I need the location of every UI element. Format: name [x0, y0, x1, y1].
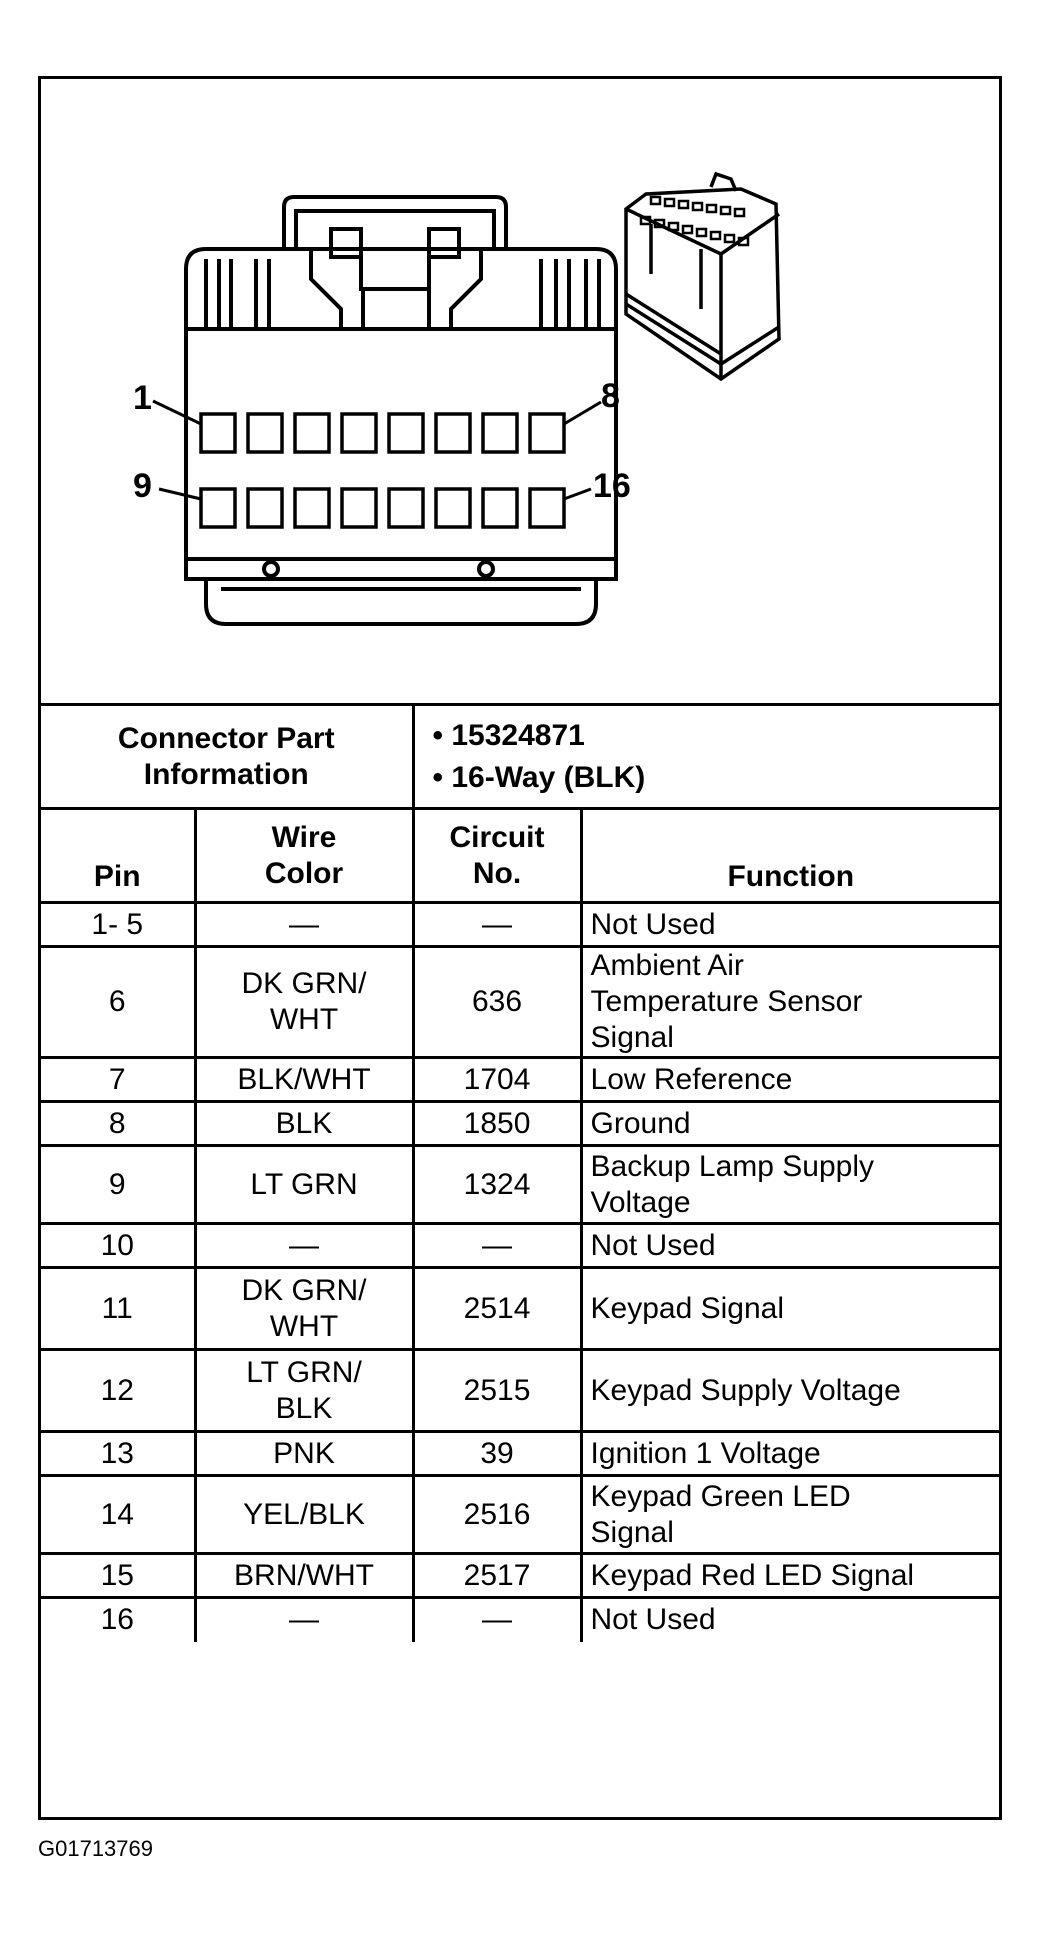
header-wire-color: [195, 809, 413, 903]
wire-color-cell: BLK: [195, 1102, 413, 1146]
connector-part-info-title: [41, 705, 413, 809]
pin-cell: 11: [41, 1268, 195, 1350]
connector-part-info-row: [41, 705, 999, 809]
connector-part-info-values: [413, 705, 999, 809]
table-row: [41, 1350, 999, 1432]
function-cell: Keypad Signal: [581, 1268, 999, 1350]
circuit-cell: 2517: [413, 1554, 581, 1598]
circuit-cell: 39: [413, 1432, 581, 1476]
wire-color-cell: —: [195, 1598, 413, 1642]
function-cell: Not Used: [581, 903, 999, 947]
header-wire-color-line2: Color: [264, 856, 344, 890]
circuit-cell: —: [413, 1224, 581, 1268]
pin-cell: 14: [41, 1476, 195, 1554]
connector-drawing: [41, 79, 999, 703]
function-cell: Ground: [581, 1102, 999, 1146]
table-row: [41, 1146, 999, 1224]
figure-id: G01713769: [38, 1836, 153, 1861]
function-cell: Ambient Air Temperature Sensor Signal: [581, 947, 999, 1058]
wire-color-cell: LT GRN/ BLK: [195, 1350, 413, 1432]
wire-color-cell: —: [195, 1224, 413, 1268]
function-cell: Not Used: [581, 1598, 999, 1642]
function-cell: Keypad Red LED Signal: [581, 1554, 999, 1598]
circuit-cell: 1324: [413, 1146, 581, 1224]
pin-cell: 10: [41, 1224, 195, 1268]
pin-cell: 13: [41, 1432, 195, 1476]
pin-cell: 8: [41, 1102, 195, 1146]
header-function: Function: [581, 809, 999, 903]
wire-color-cell: DK GRN/ WHT: [195, 947, 413, 1058]
wire-color-cell: —: [195, 903, 413, 947]
connector-part-info-title-line2: Information: [143, 757, 309, 791]
table-row: [41, 1102, 999, 1146]
pin-cell: 15: [41, 1554, 195, 1598]
wire-color-cell: LT GRN: [195, 1146, 413, 1224]
circuit-cell: —: [413, 903, 581, 947]
pin-label-9: 9: [133, 467, 152, 505]
connector-type: • 16-Way (BLK): [432, 760, 646, 794]
connector-3d-view: [626, 174, 779, 379]
header-circuit-line2: No.: [472, 856, 522, 890]
header-pin: Pin: [41, 809, 195, 903]
circuit-cell: —: [413, 1598, 581, 1642]
table-row: [41, 1476, 999, 1554]
function-cell: Not Used: [581, 1224, 999, 1268]
connector-part-number: • 15324871: [432, 718, 585, 752]
pin-cell: 9: [41, 1146, 195, 1224]
connector-type-value: 16-Way (BLK): [451, 760, 646, 794]
table-row: [41, 1058, 999, 1102]
wire-color-cell: YEL/BLK: [195, 1476, 413, 1554]
pin-cell: 16: [41, 1598, 195, 1642]
pin-cell: 7: [41, 1058, 195, 1102]
header-wire-color-line1: Wire: [271, 820, 337, 854]
table-row: [41, 903, 999, 947]
table-row: [41, 1224, 999, 1268]
function-cell: Keypad Green LED Signal: [581, 1476, 999, 1554]
header-circuit-no: [413, 809, 581, 903]
circuit-cell: 2514: [413, 1268, 581, 1350]
connector-figure-frame: [38, 76, 1002, 1820]
table-row: [41, 1268, 999, 1350]
table-row: [41, 1432, 999, 1476]
bottom-row-pins: [201, 489, 564, 527]
table-header-row: [41, 809, 999, 903]
circuit-cell: 2516: [413, 1476, 581, 1554]
function-cell: Backup Lamp Supply Voltage: [581, 1146, 999, 1224]
pin-cell: 6: [41, 947, 195, 1058]
connector-face: [186, 197, 616, 624]
table-row: [41, 1598, 999, 1642]
header-circuit-line1: Circuit: [449, 820, 545, 854]
function-cell: Low Reference: [581, 1058, 999, 1102]
pin-label-8: 8: [601, 377, 620, 415]
pinout-table-body: [41, 903, 999, 1642]
connector-pinout-table: [41, 703, 999, 1642]
pin-cell: 12: [41, 1350, 195, 1432]
table-row: [41, 1554, 999, 1598]
connector-part-info-title-line1: Connector Part: [117, 721, 335, 755]
table-row: [41, 947, 999, 1058]
wire-color-cell: PNK: [195, 1432, 413, 1476]
pin-cell: 1- 5: [41, 903, 195, 947]
circuit-cell: 1704: [413, 1058, 581, 1102]
wire-color-cell: DK GRN/ WHT: [195, 1268, 413, 1350]
circuit-cell: 636: [413, 947, 581, 1058]
wire-color-cell: BRN/WHT: [195, 1554, 413, 1598]
connector-diagram: [41, 79, 999, 703]
pin-label-16: 16: [593, 467, 631, 505]
circuit-cell: 1850: [413, 1102, 581, 1146]
top-row-pins: [201, 414, 564, 452]
circuit-cell: 2515: [413, 1350, 581, 1432]
function-cell: Ignition 1 Voltage: [581, 1432, 999, 1476]
function-cell: Keypad Supply Voltage: [581, 1350, 999, 1432]
wire-color-cell: BLK/WHT: [195, 1058, 413, 1102]
pin-label-1: 1: [133, 379, 152, 417]
connector-part-number-value: 15324871: [451, 718, 585, 752]
